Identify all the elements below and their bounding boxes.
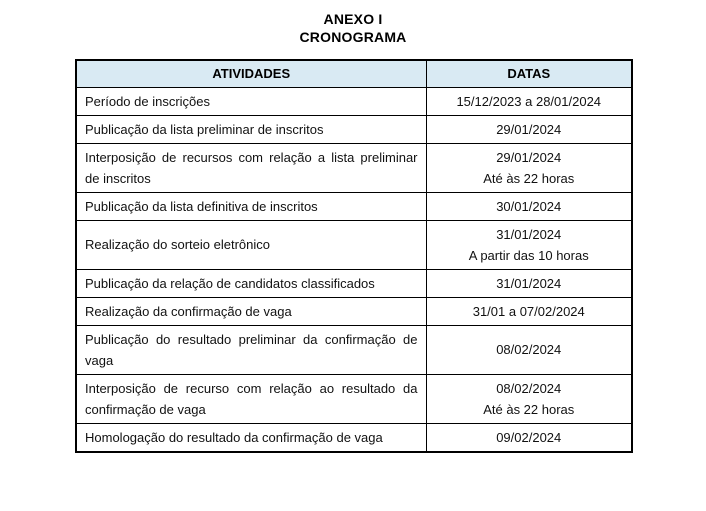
title-cronograma-line: CRONOGRAMA <box>299 29 407 45</box>
column-header-datas: DATAS <box>426 60 632 87</box>
dates-cell <box>426 269 632 297</box>
title-annex-line: ANEXO I <box>323 11 383 27</box>
activity-cell: Realização do sorteio eletrônico <box>76 220 426 269</box>
dates-cell <box>426 325 632 374</box>
activity-cell: Interposição de recurso com relação ao resultado da confirmação de vaga <box>76 374 426 423</box>
activity-cell: Interposição de recursos com relação a lista preliminar de inscritos <box>76 143 426 192</box>
date-line: 08/02/2024 <box>496 342 562 357</box>
dates-cell <box>426 220 632 269</box>
activity-cell: Publicação da relação de candidatos classificados <box>76 269 426 297</box>
table-row <box>76 115 632 143</box>
activity-cell: Publicação da lista preliminar de inscritos <box>76 115 426 143</box>
date-line: 15/12/2023 a 28/01/2024 <box>456 93 602 109</box>
date-line: 08/02/2024 <box>496 380 562 396</box>
document-title <box>0 10 706 46</box>
date-line: 31/01 a 07/02/2024 <box>472 303 585 319</box>
schedule-table <box>75 59 633 453</box>
date-line: Até às 22 horas <box>483 170 575 186</box>
dates-cell <box>426 374 632 423</box>
table-row <box>76 374 632 423</box>
date-line: A partir das 10 horas <box>468 247 589 263</box>
date-line: 29/01/2024 <box>496 149 562 165</box>
dates-cell <box>426 143 632 192</box>
dates-cell <box>426 87 632 115</box>
activity-cell: Homologação do resultado da confirmação de vaga <box>76 423 426 452</box>
dates-cell <box>426 192 632 220</box>
table-row <box>76 87 632 115</box>
table-row <box>76 192 632 220</box>
table-row <box>76 423 632 452</box>
activity-cell: Período de inscrições <box>76 87 426 115</box>
table-body <box>76 87 632 452</box>
date-line: 31/01/2024 <box>496 275 562 291</box>
date-line: Até às 22 horas <box>483 401 575 417</box>
table-row <box>76 297 632 325</box>
table-header-row <box>76 60 632 87</box>
date-line: 30/01/2024 <box>496 198 562 214</box>
activity-cell: Publicação do resultado preliminar da confirmação de vaga <box>76 325 426 374</box>
date-line: 29/01/2024 <box>496 121 562 137</box>
dates-cell <box>426 115 632 143</box>
dates-cell <box>426 297 632 325</box>
date-line: 31/01/2024 <box>496 226 562 242</box>
column-header-atividades: ATIVIDADES <box>76 60 426 87</box>
table-row <box>76 220 632 269</box>
dates-cell <box>426 423 632 452</box>
activity-cell: Realização da confirmação de vaga <box>76 297 426 325</box>
date-line: 09/02/2024 <box>496 429 562 445</box>
table-row <box>76 325 632 374</box>
table-row <box>76 143 632 192</box>
table-row <box>76 269 632 297</box>
activity-cell: Publicação da lista definitiva de inscritos <box>76 192 426 220</box>
